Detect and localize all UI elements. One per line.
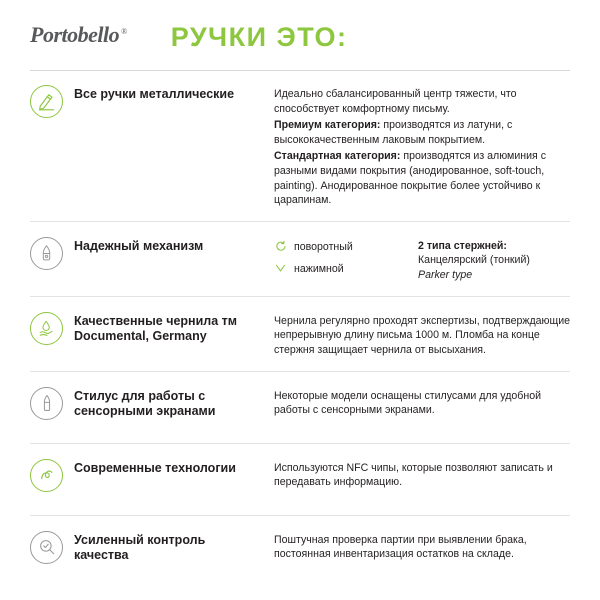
ink-drop-hand-icon <box>30 312 63 345</box>
registered-mark: ® <box>121 27 127 36</box>
mechanism-options <box>274 239 392 283</box>
feature-body <box>274 385 570 418</box>
option-label: поворотный <box>294 240 353 253</box>
pen-writing-icon <box>30 85 63 118</box>
mechanism-table <box>274 239 570 283</box>
refill-types-title: 2 типа стержней: <box>418 239 507 252</box>
paragraph-lead: Стандартная категория: <box>274 150 401 163</box>
feature-body <box>274 457 570 490</box>
paragraph: Используются NFC чипы, которые позволяют записать и передавать информацию. <box>274 461 553 489</box>
paragraph: Чернила регулярно проходят экспертизы, подтверждающие непрерывную длину письма 1000 м. Пломба на конце стержня защищает чернила от высыхания. <box>274 314 571 356</box>
feature-heading: Усиленный контроль качества <box>74 532 206 563</box>
icon-cell <box>30 529 74 564</box>
paragraph-lead: Премиум категория: <box>274 119 381 132</box>
feature-heading: Качественные чернила тм Documental, Germany <box>74 313 238 344</box>
feature-body <box>274 310 570 358</box>
paragraph <box>274 118 570 147</box>
refill-type: Parker type <box>418 268 473 281</box>
feature-body <box>274 83 570 208</box>
icon-cell <box>30 457 74 492</box>
icon-cell <box>30 310 74 345</box>
list-item <box>274 261 392 277</box>
list-item <box>30 372 570 444</box>
paragraph <box>274 149 570 207</box>
feature-list <box>0 70 600 588</box>
rotate-arrow-icon <box>274 240 287 253</box>
icon-cell <box>30 83 74 118</box>
paragraph: Поштучная проверка партии при выявлении брака, постоянная инвентаризация остатков на складе. <box>274 533 527 561</box>
page-header <box>0 0 600 70</box>
feature-heading: Все ручки металлические <box>74 87 235 101</box>
list-item <box>274 239 392 255</box>
page-title: РУЧКИ ЭТО: <box>170 22 348 52</box>
pen-mechanism-icon <box>30 237 63 270</box>
refill-types <box>418 239 530 283</box>
feature-heading: Надежный механизм <box>74 238 204 253</box>
press-arrow-icon <box>274 262 287 275</box>
feature-heading: Современные технологии <box>74 460 236 475</box>
list-item <box>30 444 570 516</box>
list-item <box>30 222 570 297</box>
feature-body <box>274 529 570 562</box>
list-item <box>30 297 570 372</box>
paragraph: Некоторые модели оснащены стилусами для удобной работы с сенсорными экранами. <box>274 389 541 417</box>
paragraph-text: производятся из алюминия с разными видами покрытия (анодированное, soft-touch, painting). Анодированное покрытие более устойчиво к царапинам. <box>274 150 546 207</box>
list-item <box>30 516 570 588</box>
paragraph-text: производятся из латуни, с высококачественным лаковым покрытием. <box>274 119 513 146</box>
icon-cell <box>30 235 74 270</box>
option-label: нажимной <box>294 262 344 275</box>
magnifier-check-icon <box>30 531 63 564</box>
stylus-tip-icon <box>30 387 63 420</box>
list-item <box>30 70 570 222</box>
feature-heading: Стилус для работы с сенсорными экранами <box>74 388 216 419</box>
nfc-waves-icon <box>30 459 63 492</box>
icon-cell <box>30 385 74 420</box>
feature-body <box>274 235 570 283</box>
refill-type: Канцелярский (тонкий) <box>418 254 530 267</box>
brand-name: Portobello <box>30 22 120 47</box>
paragraph: Идеально сбалансированный центр тяжести, что способствует комфортному письму. <box>274 88 517 115</box>
brand-logo <box>30 22 127 48</box>
